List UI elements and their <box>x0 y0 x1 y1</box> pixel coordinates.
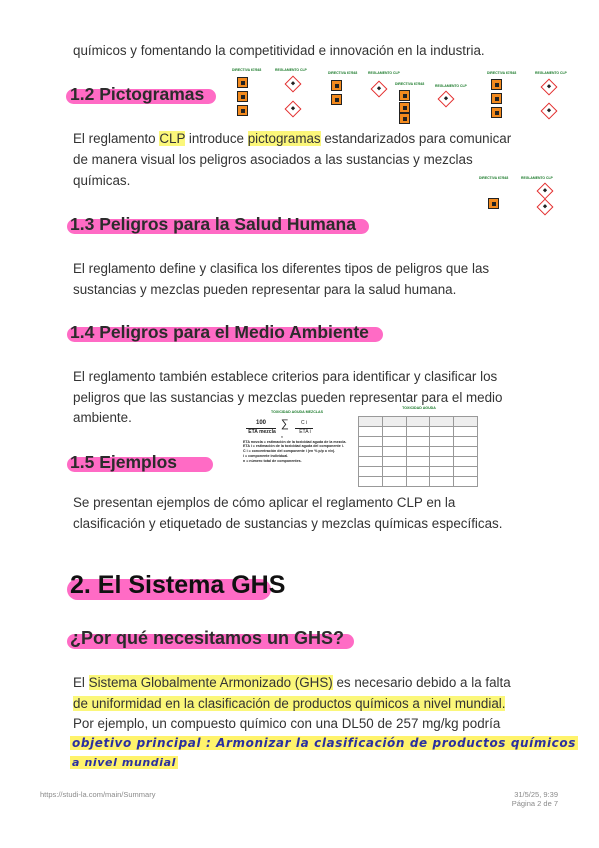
paragraph-line: Se presentan ejemplos de cómo aplicar el reglamento CLP en la <box>73 495 456 510</box>
ghs-icon <box>541 103 558 120</box>
paragraph-line: ambiente. <box>73 410 132 425</box>
hazard-icon <box>237 77 248 88</box>
paragraph-line: clasificación y etiquetado de sustancias y mezclas químicas específicas. <box>73 516 503 531</box>
hazard-icon <box>488 198 499 209</box>
ghs-icon <box>541 79 558 96</box>
section-heading-1-5: 1.5 Ejemplos <box>70 452 177 473</box>
pictograms-image: DIRECTIVA 67/548 REGLAMENTO CLP DIRECTIVA 67/548 REGLAMENTO CLP DIRECTIVA 67/548 REGLAMENTO CLP DIRECTIVA 67/548 REGLAMENTO CLP <box>225 68 570 130</box>
ghs-icon <box>438 91 455 108</box>
hazard-icon <box>399 113 410 124</box>
section-heading-1-2: 1.2 Pictogramas <box>70 84 204 105</box>
paragraph-line: sustancias y mezclas pueden representar para la salud humana. <box>73 282 457 297</box>
toxicity-table-image: TOXICIDAD AGUDA <box>358 406 480 486</box>
hazard-icon <box>399 90 410 101</box>
hazard-icon <box>331 80 342 91</box>
handwritten-note-line: a nivel mundial <box>72 756 177 769</box>
handwritten-note-line: objetivo principal : Armonizar la clasificación de productos químicos <box>72 736 576 750</box>
hazard-icon <box>491 107 502 118</box>
paragraph-line: Por ejemplo, un compuesto químico con una DL50 de 257 mg/kg podría <box>73 716 501 731</box>
ghs-icon <box>285 101 302 118</box>
formula-image: TOXICIDAD AGUDA MEZCLAS 100 ETA mezcla ∑ n C i ETA i ETA mezcla = estimación de la toxicidad aguda de la mezcla. ETA i = estimación de la toxicidad aguda del componente i. C i = concentración del componente i (en % p/p o v/v). i = componente individual. n = número total de componentes. <box>243 410 347 463</box>
paragraph-line: químicas. <box>73 173 131 188</box>
pictogram-small-image: DIRECTIVA 67/548 REGLAMENTO CLP <box>475 176 555 214</box>
paragraph-line: de manera visual los peligros asociados a las sustancias y mezclas <box>73 152 473 167</box>
section-heading-2: 2. El Sistema GHS <box>70 571 285 600</box>
paragraph-line: químicos y fomentando la competitividad e innovación en la industria. <box>73 43 485 58</box>
hazard-icon <box>491 93 502 104</box>
paragraph-1-2: El reglamento CLP introduce pictogramas estandarizados para comunicar <box>73 131 512 146</box>
ghs-icon <box>537 199 554 216</box>
ghs-icon <box>285 76 302 93</box>
paragraph-line: peligros que las sustancias y mezclas pueden representar para el medio <box>73 390 503 405</box>
ghs-icon <box>537 183 554 200</box>
section-heading-1-3: 1.3 Peligros para la Salud Humana <box>70 214 356 235</box>
subheading-ghs: ¿Por qué necesitamos un GHS? <box>70 628 344 649</box>
hazard-icon <box>491 79 502 90</box>
hazard-icon <box>237 105 248 116</box>
ghs-icon <box>371 81 388 98</box>
paragraph-line: El reglamento define y clasifica los diferentes tipos de peligros que las <box>73 261 490 276</box>
hazard-icon <box>237 91 248 102</box>
paragraph-line: de uniformidad en la clasificación de productos químicos a nivel mundial. <box>73 696 506 711</box>
hazard-icon <box>331 94 342 105</box>
footer-url: https://studi-la.com/main/Summary <box>40 790 156 799</box>
paragraph-ghs: El Sistema Globalmente Armonizado (GHS) es necesario debido a la falta <box>73 675 511 690</box>
hazard-icon <box>399 102 410 113</box>
footer-datetime: 31/5/25, 9:39 <box>514 790 558 799</box>
section-heading-1-4: 1.4 Peligros para el Medio Ambiente <box>70 322 369 343</box>
paragraph-line: El reglamento también establece criterios para identificar y clasificar los <box>73 369 498 384</box>
footer-page-number: Página 2 de 7 <box>511 799 558 808</box>
